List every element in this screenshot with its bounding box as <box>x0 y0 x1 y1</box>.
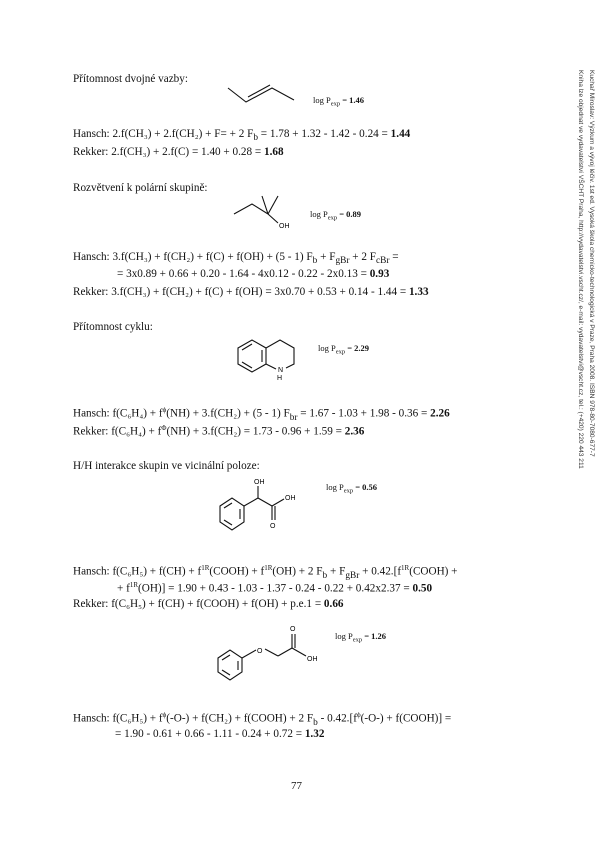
atom-ether-o-label: O <box>257 648 263 655</box>
molecule-mandelic-acid <box>214 476 314 541</box>
molecule-tetrahydroquinoline <box>228 336 324 395</box>
hansch-equation-2-line1: Hansch: 3.f(CH₃) + f(CH₂) + f(C) + f(OH) + (5 - 1) $F_b + F_{gBr} + 2$ $F_{cBr}$ = <box>73 251 399 267</box>
heading-ring: Přítomnost cyklu: <box>73 321 153 333</box>
rekker-equation-3: Rekker: $f(C_6H_4) + f^\Phi(NH) + 3.f(CH_2) = 1.73 - 0.96 + 1.59 = 2.36$ <box>73 424 365 438</box>
molecule-phenoxyacetic-acid <box>212 622 332 689</box>
hansch-equation-1: Hansch: 2.f(CH₃) + 2.f(CH₂) + F= + 2 $F_b = 1.78 + 1.32 - 1.42 - 0.24 = 1.44$ <box>73 128 411 144</box>
hansch-equation-3: Hansch: $f(C_6H_4) + f^\phi(NH) + 3.f(CH_2) + (5 - 1) F_{br} = 1.67 - 1.03 + 1.98 - 0.36 = 2.26$ <box>73 406 450 423</box>
sidebar-citation-line1: Kuchař Miroslav: Výzkum a vývoj léčiv. 1st ed. Vysoká škola chemicko-technologická v Praze, Praha 2008. ISBN 978-80-7080-677-7 <box>588 70 595 457</box>
atom-n-label: N <box>278 367 284 374</box>
atom-carbonyl-o-label: O <box>270 523 276 530</box>
rekker-equation-1: Rekker: 2.f(CH₃) + 2.f(C) = 1.40 + 0.28 = 1.68 <box>73 146 284 158</box>
hansch-equation-5-line2: = 1.90 - 0.61 + 0.66 - 1.11 - 0.24 + 0.72 = 1.32 <box>115 728 325 740</box>
hansch-equation-4-line1: Hansch: $f(C_6H_5) + f(CH) + f^{1R}(COOH) + f^{1R}(OH) + 2$ $F_b + F_{gBr}$ + $0.42.[f^{1R}(COOH)$ + <box>73 564 458 581</box>
atom-oh-label: OH <box>279 223 290 230</box>
hansch-equation-4-line2: + $f^{1R}(OH)] = 1.90 + 0.43 - 1.03 - 1.37 - 0.24 - 0.22 + 0.42x2.37 = 0.50$ <box>117 581 433 595</box>
atom-carbonyl-o-label-2: O <box>290 626 296 633</box>
hansch-equation-5-line1: Hansch: $f(C_6H_5) + f^\phi(-O-) + f(CH_2)$ + f(COOH) + 2 $F_b - 0.42.[f^\phi(-O-)$ + f(COOH)] = <box>73 711 452 728</box>
atom-h-label: H <box>277 375 283 382</box>
atom-acid-oh-label-2: OH <box>307 656 318 663</box>
atom-hydroxyl-label: OH <box>254 479 265 486</box>
logp-label-5: $\log P_{exp} = 1.26$ <box>335 631 387 644</box>
logp-label-3: $\log P_{exp} = 2.29$ <box>318 343 370 356</box>
heading-branching: Rozvětvení k polární skupině: <box>73 182 208 194</box>
atom-acid-oh-label: OH <box>285 495 296 502</box>
rekker-equation-2: Rekker: 3.f(CH₃) + f(CH₂) + f(C) + f(OH) = 3x0.70 + 0.53 + 0.14 - 1.44 = 1.33 <box>73 286 429 298</box>
hansch-equation-2-line2: = 3x0.89 + 0.66 + 0.20 - 1.64 - 4x0.12 - 0.22 - 2x0.13 = 0.93 <box>117 268 390 280</box>
logp-label-4: $\log P_{exp} = 0.56$ <box>326 482 378 495</box>
heading-hh-interaction: H/H interakce skupin ve vicinální poloze: <box>73 460 260 472</box>
logp-label-2: $\log P_{exp} = 0.89$ <box>310 209 362 222</box>
heading-double-bond: Přítomnost dvojné vazby: <box>73 73 188 85</box>
molecule-2-methyl-2-butanol <box>234 194 304 233</box>
logp-label-1: $\log P_{exp} = 1.46$ <box>313 95 365 108</box>
sidebar-citation <box>563 70 597 630</box>
molecule-2-butene <box>228 84 298 111</box>
page-number: 77 <box>291 780 302 792</box>
rekker-equation-4: Rekker: f(C₆H₅) + f(CH) + f(COOH) + f(OH) + p.e.1 = 0.66 <box>73 598 344 610</box>
sidebar-citation-line2: Kniha lze objednat ve vydavatelství VŠCHT Praha, http://vydavatelstvi.vscht.cz/, e-mail: vydavatelstvi@vscht.cz, tel.: (+420) 220 443 211 <box>577 70 584 469</box>
